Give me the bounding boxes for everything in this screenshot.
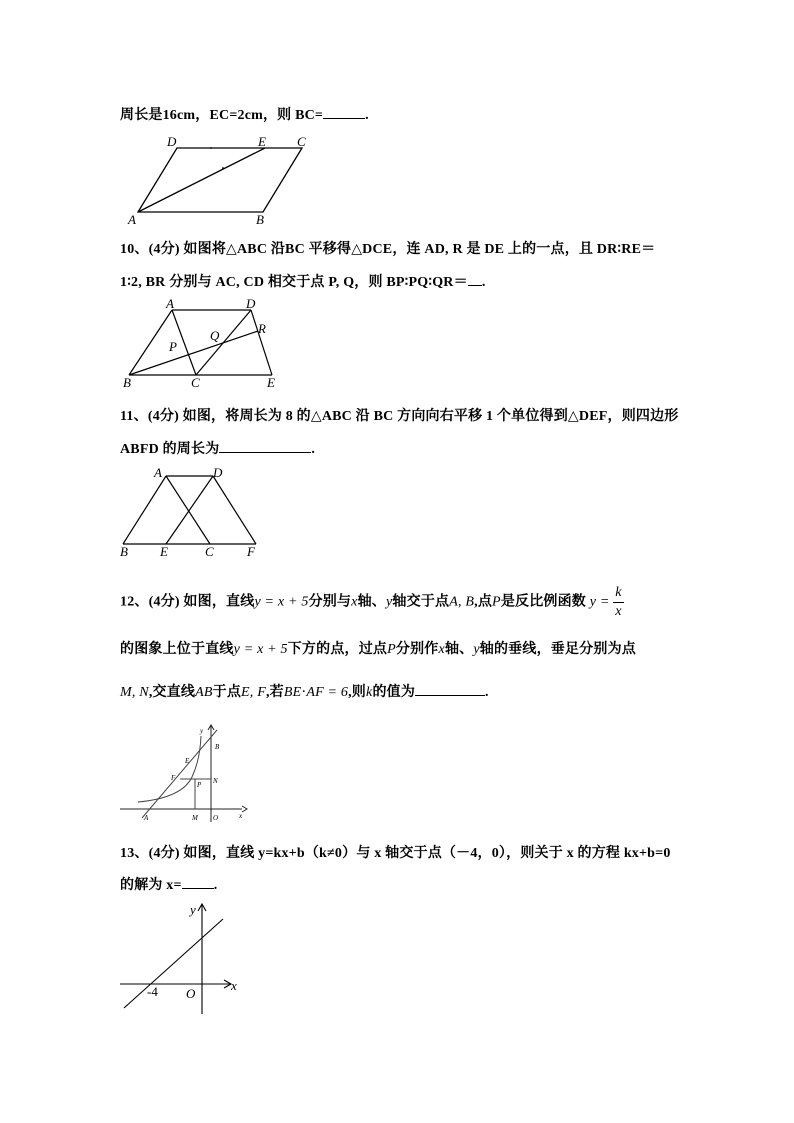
q12-k-var: k — [366, 685, 373, 700]
q10-stem-1: 10、(4分) 如图将△ABC 沿BC 平移得△DCE，连 AD, R 是 DE 上的一点，且 DR∶RE＝ — [120, 242, 656, 257]
q11-answer-blank[interactable] — [219, 452, 311, 453]
q11-line2 — [120, 438, 315, 458]
label-x: x — [239, 812, 243, 820]
label-c: C — [205, 544, 214, 559]
label-c: C — [191, 375, 200, 390]
q12-line-ab: AB — [195, 685, 213, 700]
label-b: B — [123, 375, 131, 390]
q12-points-ab: A, B — [449, 594, 475, 610]
dot-mark — [222, 167, 224, 169]
q12-y-var-2: y — [473, 642, 480, 657]
q12-point-p-2: P — [387, 642, 396, 657]
q13-stem-1: 13、(4分) 如图，直线 y=kx+b（k≠0）与 x 轴交于点（－4，0），则关于 x 的方程 kx+b=0 — [120, 846, 671, 861]
q11-end: . — [311, 442, 316, 457]
q10-stem-2: 1∶2, BR 分别与 AC, CD 相交于点 P, Q，则 BP∶PQ∶QR＝ — [120, 275, 468, 290]
q12-point-p: P — [492, 594, 501, 610]
q11-stem-2: ABFD 的周长为 — [120, 442, 220, 457]
q9-figure — [125, 132, 315, 226]
q12-line-equation: y = x + 5 — [254, 594, 309, 610]
q12-func-denominator: x — [615, 604, 622, 619]
q12-func-lhs: y = — [589, 594, 610, 610]
q12-text-c: 轴、 — [357, 594, 386, 610]
q12-text-n: ,若 — [265, 685, 284, 700]
label-n: N — [213, 777, 218, 785]
label-p: P — [169, 339, 177, 354]
q12-line-equation-2: y = x + 5 — [233, 642, 288, 657]
label-f: F — [171, 774, 176, 782]
label-y: y — [200, 727, 204, 735]
label-e: E — [185, 757, 190, 765]
q10-line2 — [120, 271, 486, 291]
label-x: x — [231, 978, 237, 993]
q12-points-ef: E, F — [241, 685, 266, 700]
label-neg4: -4 — [147, 984, 158, 999]
q12-text-k: 轴的垂线，垂足分别为点 — [479, 642, 636, 657]
q13-end: . — [213, 878, 218, 893]
label-b: B — [256, 212, 264, 227]
q12-x-var: x — [351, 594, 358, 610]
q11-figure — [118, 464, 268, 560]
q12-condition: BE⋅AF = 6 — [283, 685, 349, 700]
q10-line1 — [120, 238, 655, 258]
label-a: A — [144, 814, 149, 822]
label-f: F — [247, 544, 255, 559]
label-m: M — [192, 814, 198, 822]
hyperbola-branch — [138, 736, 201, 802]
q10-answer-blank[interactable] — [468, 285, 482, 286]
label-a: A — [166, 296, 174, 311]
q12-text-j: 轴、 — [444, 642, 474, 657]
line-y-kx-b — [124, 919, 223, 1008]
q11-stem-1: 11、(4分) 如图，将周长为 8 的△ABC 沿 BC 方向向右平移 1 个单位得到△DEF，则四边形 — [120, 409, 679, 424]
q12-text-d: 轴交于点 — [392, 594, 450, 610]
label-o: O — [186, 986, 196, 1001]
label-d: D — [213, 465, 223, 480]
label-o: O — [213, 814, 219, 822]
label-r: R — [258, 321, 266, 336]
q12-text-p: 的值为 — [372, 685, 416, 700]
x-axis-arrow-icon — [242, 806, 247, 812]
segment-ab — [129, 310, 172, 375]
label-d: D — [246, 296, 256, 311]
label-y: y — [190, 902, 196, 917]
dot-mark — [210, 147, 212, 149]
q13-answer-blank[interactable] — [182, 888, 214, 889]
q9-stem: 周长是16cm，EC=2cm，则 BC= — [120, 108, 324, 123]
q12-end: . — [485, 685, 489, 700]
label-a: A — [154, 465, 162, 480]
q12-func-numerator: k — [613, 586, 623, 603]
q10-end: . — [481, 275, 486, 290]
segment-ab — [123, 476, 166, 544]
q13-line1 — [120, 842, 671, 862]
q12-text-a: 12、(4分) 如图，直线 — [120, 594, 255, 610]
parallelogram-abcd — [138, 148, 302, 212]
q12-line1 — [120, 586, 624, 619]
q12-text-f: 是反比例函数 — [500, 594, 587, 610]
q13-figure — [120, 900, 250, 1018]
q10-figure — [120, 295, 285, 390]
label-b: B — [215, 743, 220, 751]
label-q: Q — [210, 328, 220, 343]
q12-text-g: 的图象上位于直线 — [120, 642, 234, 657]
label-d: D — [167, 134, 177, 149]
q11-line1 — [120, 405, 679, 425]
q9-text — [120, 104, 369, 124]
q12-answer-blank[interactable] — [415, 695, 485, 696]
label-a: A — [128, 212, 136, 227]
q12-line2 — [120, 638, 636, 658]
label-e: E — [267, 375, 275, 390]
q12-x-var-2: x — [438, 642, 445, 657]
segment-de — [251, 310, 272, 375]
q9-end: . — [365, 108, 369, 123]
q13-stem-2: 的解为 x= — [120, 878, 182, 893]
label-e: E — [258, 134, 266, 149]
label-b: B — [120, 544, 128, 559]
q12-text-o: ,则 — [348, 685, 367, 700]
segment-df — [213, 476, 256, 544]
q12-figure — [120, 722, 256, 824]
line-ab — [142, 730, 217, 818]
label-e: E — [160, 544, 168, 559]
q12-text-i: 分别作 — [395, 642, 439, 657]
q9-answer-blank[interactable] — [323, 118, 365, 119]
q12-text-m: 于点 — [212, 685, 242, 700]
label-c: C — [297, 134, 306, 149]
q12-points-mn: M, N — [120, 685, 149, 700]
q13-line2 — [120, 874, 217, 894]
q12-text-e: ,点 — [474, 594, 493, 610]
label-p: P — [197, 781, 202, 789]
q12-text-l: ,交直线 — [148, 685, 196, 700]
q12-text-h: 下方的点，过点 — [287, 642, 388, 657]
q12-y-var: y — [386, 594, 393, 610]
q12-line3 — [120, 681, 489, 701]
q12-func-fraction — [613, 586, 623, 619]
q12-text-b: 分别与 — [308, 594, 352, 610]
